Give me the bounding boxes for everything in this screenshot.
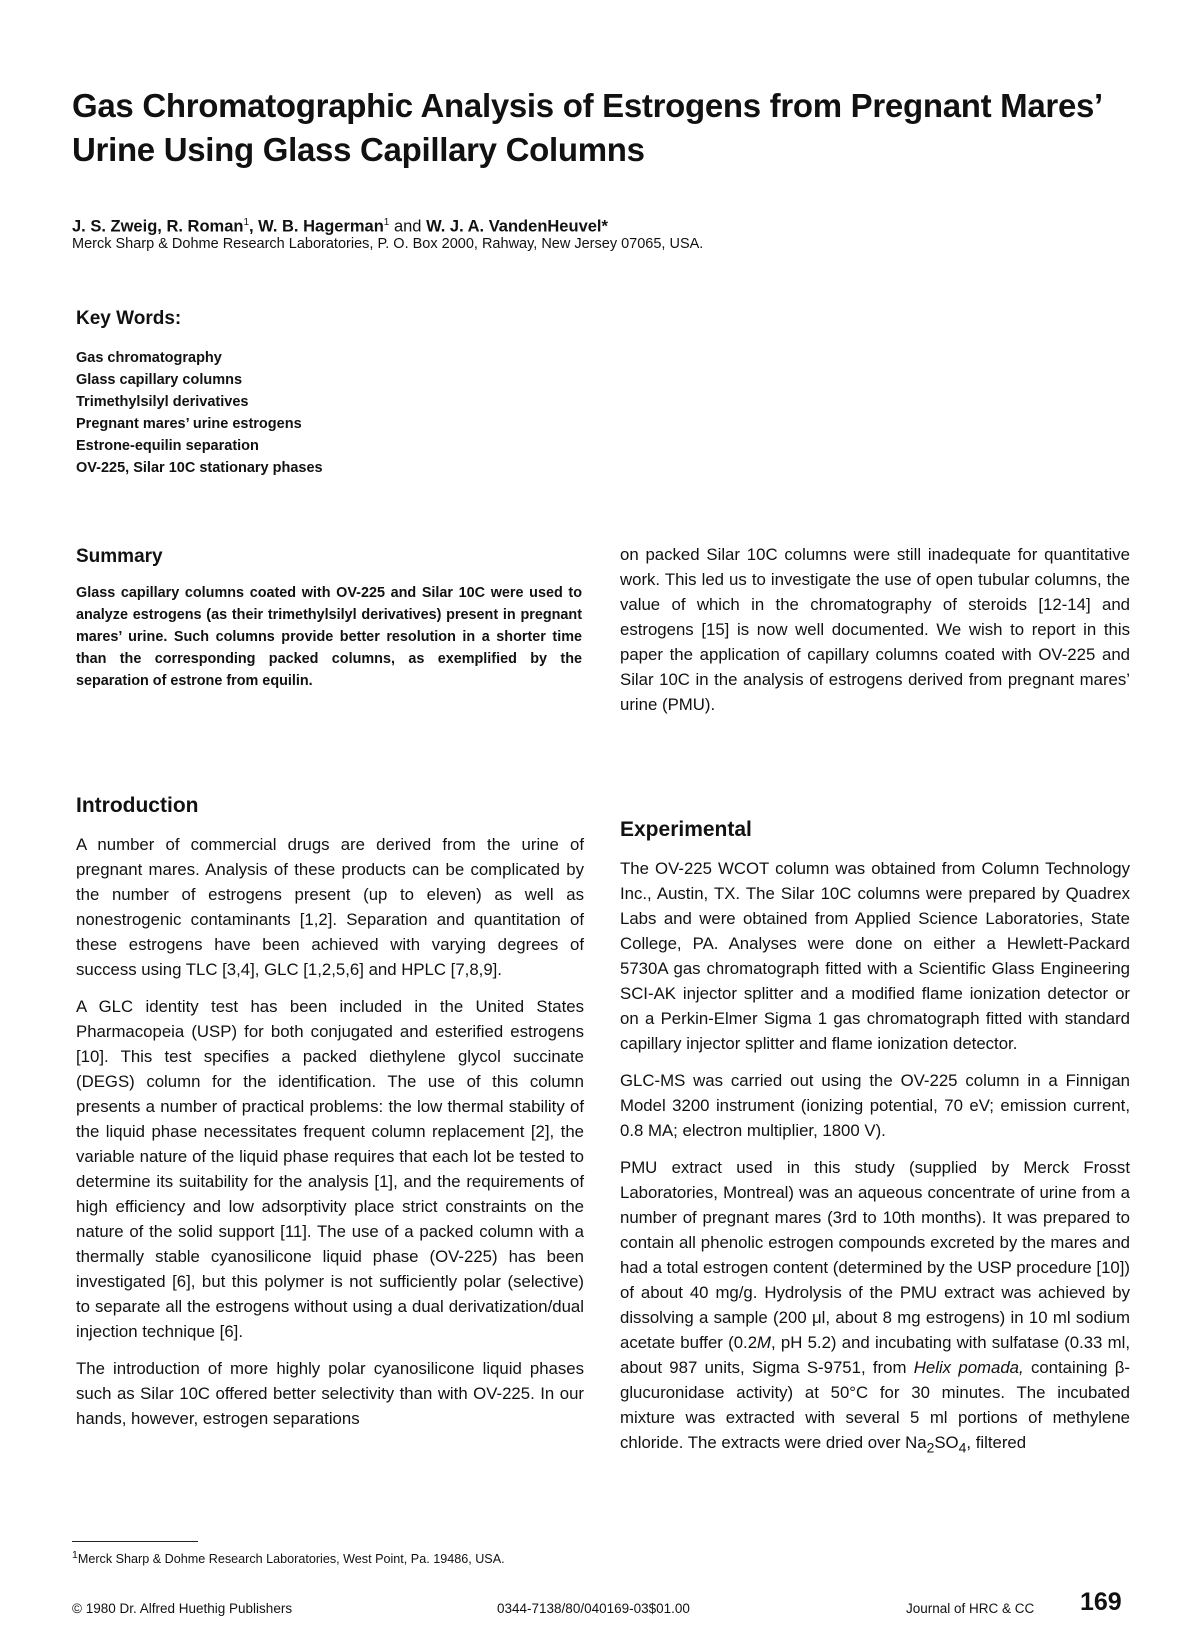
- paragraph: The OV-225 WCOT column was obtained from Column Technology Inc., Austin, TX. The Silar 10C columns were prepared by Quadrex Labs and were obtained from Applied Science Laboratories, State College, PA. Analyses were done on either a Hewlett-Packard 5730A gas chromatograph fitted with a Scientific Glass Engineering SCI-AK injector splitter and a modified flame ionization detector or on a Perkin-Elmer Sigma 1 gas chromatograph fitted with standard capillary injector splitter and flame ionization detector.: [620, 859, 1130, 1053]
- subscript: 4: [958, 1439, 967, 1456]
- introduction-body: [76, 832, 584, 1443]
- page-number: 169: [1080, 1588, 1122, 1616]
- subscript: 2: [926, 1439, 935, 1456]
- experimental-heading: Experimental: [620, 818, 752, 841]
- paragraph: on packed Silar 10C columns were still inadequate for quantitative work. This led us to investigate the use of open tubular columns, the value of which in the chromatography of steroids [12-14] and estrogens [15] is now well documented. We wish to report in this paper the application of capillary columns coated with OV-225 and Silar 10C in the analysis of estrogens derived from pregnant mares’ urine (PMU).: [620, 545, 1130, 714]
- paragraph: A number of commercial drugs are derived from the urine of pregnant mares. Analysis of these products can be complicated by the number of estrogens present (up to eleven) as well as nonestrogenic contaminants [1,2]. Separation and quantitation of these estrogens have been achieved with varying degrees of success using TLC [3,4], GLC [1,2,5,6] and HPLC [7,8,9].: [76, 835, 584, 979]
- affiliation: Merck Sharp & Dohme Research Laboratories, P. O. Box 2000, Rahway, New Jersey 07065, USA.: [72, 236, 704, 252]
- paragraph: [620, 1155, 1130, 1460]
- keyword-item: Gas chromatography: [76, 350, 222, 366]
- keywords-list: [76, 347, 576, 479]
- italic-run: M: [757, 1333, 772, 1352]
- affil-marker: 1: [383, 217, 390, 228]
- keyword-item: Pregnant mares’ urine estrogens: [76, 416, 302, 432]
- species-name: Helix pomada,: [913, 1358, 1024, 1377]
- copyright-notice: © 1980 Dr. Alfred Huethig Publishers: [72, 1601, 293, 1616]
- keyword-item: Trimethylsilyl derivatives: [76, 394, 249, 410]
- text-run: SO: [934, 1433, 959, 1452]
- paragraph: The introduction of more highly polar cyanosilicone liquid phases such as Silar 10C offered better selectivity than with OV-225. In our hands, however, estrogen separations: [76, 1359, 584, 1428]
- introduction-heading: Introduction: [76, 794, 199, 817]
- author-1: J. S. Zweig, R. Roman: [72, 217, 244, 236]
- text-run: , pH 5.2) and incubating with sulfatase (0.33 ml, about 987 units, Sigma S-9751, from: [620, 1333, 1130, 1377]
- footnote-marker: 1: [72, 1549, 78, 1561]
- paragraph: GLC-MS was carried out using the OV-225 column in a Finnigan Model 3200 instrument (ionizing potential, 70 eV; emission current, 0.8 MA; electron multiplier, 1800 V).: [620, 1071, 1130, 1140]
- summary-heading: Summary: [76, 546, 163, 567]
- affil-marker: 1: [243, 217, 250, 228]
- paragraph: A GLC identity test has been included in the United States Pharmacopeia (USP) for both conjugated and esterified estrogens [10]. This test specifies a packed diethylene glycol succinate (DEGS) column for the identification. The use of this column presents a number of practical problems: the low thermal stability of the liquid phase necessitates frequent column replacement [2], the variable nature of the liquid phase requires that each lot be tested to determine its suitability for the analysis [1], and the requirements of high efficiency and low adsorptivity place strict constraints on the nature of the solid support [11]. The use of a packed column with a thermally stable cyanosilicone liquid phase (OV-225) has been investigated [6], but this polymer is not sufficiently polar (selective) to separate all the estrogens without using a dual derivatization/dual injection technique [6].: [76, 997, 584, 1341]
- keyword-item: OV-225, Silar 10C stationary phases: [76, 460, 323, 476]
- and-word: and: [389, 217, 427, 236]
- text-run: PMU extract used in this study (supplied by Merck Frosst Laboratories, Montreal) was an aqueous concentrate of urine from a number of pregnant mares (3rd to 10th months). It was prepared to contain all phenolic estrogen compounds excreted by the mares and had a total estrogen content (determined by the USP procedure [10]) of about 40 mg/g. Hydrolysis of the PMU extract was achieved by dissolving a sample (200 μl, about 8 mg estrogens) in 10 ml sodium acetate buffer (0.2: [620, 1158, 1130, 1352]
- introduction-continuation: [620, 542, 1130, 729]
- summary-text: Glass capillary columns coated with OV-225 and Silar 10C were used to analyze estrogens (as their trimethylsilyl derivatives) present in pregnant mares’ urine. Such columns provide better resolution in a shorter time than the corresponding packed columns, as exemplified by the separation of estrone from equilin.: [76, 585, 582, 689]
- article-code: 0344-7138/80/040169-03$01.00: [497, 1601, 690, 1616]
- footnote: [72, 1547, 592, 1567]
- keyword-item: Glass capillary columns: [76, 372, 243, 388]
- author-list: [72, 212, 1152, 238]
- text-run: containing β-glucuronidase activity) at 50°C for 30 minutes. The incubated mixture was extracted with several 5 ml portions of methylene chloride. The extracts were dried over Na: [620, 1358, 1131, 1452]
- text-run: , filtered: [966, 1433, 1027, 1452]
- keywords-heading: Key Words:: [76, 308, 182, 329]
- paper-title: Gas Chromatographic Analysis of Estrogens from Pregnant Mares’ Urine Using Glass Capillary Columns: [72, 87, 1102, 168]
- footnote-text: Merck Sharp & Dohme Research Laboratories, West Point, Pa. 19486, USA.: [77, 1552, 505, 1567]
- experimental-body: [620, 856, 1130, 1472]
- author-3: W. J. A. VandenHeuvel*: [426, 217, 608, 236]
- author-2: , W. B. Hagerman: [249, 217, 384, 236]
- keyword-item: Estrone-equilin separation: [76, 438, 259, 454]
- journal-name: Journal of HRC & CC: [906, 1601, 1035, 1616]
- footnote-divider: [72, 1541, 198, 1542]
